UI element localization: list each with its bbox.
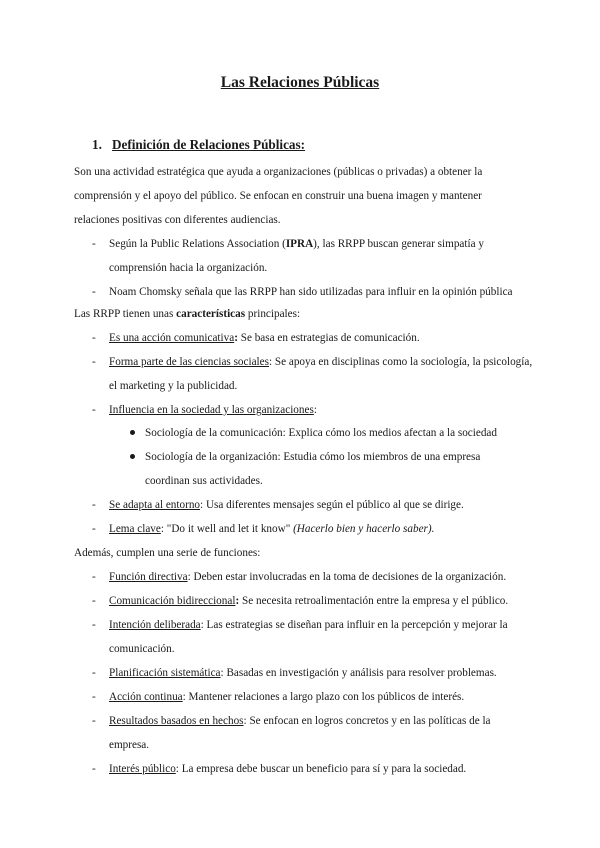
intro-line-2: comprensión y el apoyo del público. Se enfocan en construir una buena imagen y mantener bbox=[74, 190, 482, 202]
char-desc: Se basa en estrategias de comunicación. bbox=[237, 332, 420, 344]
func-desc: Deben estar involucradas en la toma de decisiones de la organización. bbox=[190, 571, 507, 583]
func-term: Interés público bbox=[109, 763, 176, 775]
func-directiva bbox=[109, 570, 506, 584]
dash-marker: - bbox=[92, 763, 96, 775]
func-deliberada bbox=[109, 618, 508, 632]
func-term: Resultados basados en hechos bbox=[109, 715, 244, 727]
func-term: Intención deliberada bbox=[109, 619, 201, 631]
bullet-dot bbox=[130, 454, 135, 459]
func-desc: Basadas en investigación y análisis para resolver problemas. bbox=[223, 667, 497, 679]
dash-marker: - bbox=[92, 332, 96, 344]
func-sep: : bbox=[243, 715, 247, 727]
char-intro-bold: características bbox=[176, 308, 246, 320]
dash-marker: - bbox=[92, 667, 96, 679]
func-desc: Mantener relaciones a largo plazo con los públicos de interés. bbox=[185, 691, 465, 703]
characteristics-intro bbox=[74, 307, 300, 321]
char-influencia bbox=[109, 403, 317, 417]
char-term: Lema clave bbox=[109, 523, 161, 535]
func-sep: : bbox=[182, 691, 186, 703]
char-ciencias bbox=[109, 355, 532, 369]
func-sep: : bbox=[187, 571, 191, 583]
dash-marker: - bbox=[92, 523, 96, 535]
intro-line-1: Son una actividad estratégica que ayuda a organizaciones (públicas o privadas) a obtener la bbox=[74, 166, 483, 178]
func-desc: La empresa debe buscar un beneficio para sí y para la sociedad. bbox=[178, 763, 467, 775]
document-title: Las Relaciones Públicas bbox=[220, 74, 380, 91]
char-term: Forma parte de las ciencias sociales bbox=[109, 356, 269, 368]
dash-marker: - bbox=[92, 619, 96, 631]
ipra-bold: IPRA bbox=[285, 238, 314, 250]
func-interes bbox=[109, 762, 466, 776]
ipra-item bbox=[109, 237, 484, 251]
char-desc: Usa diferentes mensajes según el público al que se dirige. bbox=[203, 499, 464, 511]
char-ciencias-line-2: el marketing y la publicidad. bbox=[109, 380, 238, 392]
dash-marker: - bbox=[92, 404, 96, 416]
section-heading bbox=[92, 137, 305, 153]
sub-comunicacion: Sociología de la comunicación: Explica cómo los medios afectan a la sociedad bbox=[145, 427, 497, 439]
func-sistematica bbox=[109, 666, 497, 680]
char-sep: : bbox=[313, 404, 317, 416]
section-number: 1. bbox=[92, 137, 102, 152]
chomsky-item: Noam Chomsky señala que las RRPP han sido utilizadas para influir en la opinión pública bbox=[109, 286, 513, 298]
section-heading-text: Definición de Relaciones Públicas: bbox=[112, 137, 306, 152]
char-sep: : bbox=[200, 499, 204, 511]
func-continua bbox=[109, 690, 464, 704]
char-sep: : bbox=[268, 356, 273, 368]
dash-marker: - bbox=[92, 715, 96, 727]
char-desc: Se apoya en disciplinas como la sociología, la psicología, bbox=[272, 356, 533, 368]
func-desc: Se necesita retroalimentación entre la empresa y el público. bbox=[239, 595, 509, 607]
dash-marker: - bbox=[92, 595, 96, 607]
functions-intro: Además, cumplen una serie de funciones: bbox=[74, 547, 261, 559]
func-term: Acción continua bbox=[109, 691, 183, 703]
dash-marker: - bbox=[92, 356, 96, 368]
char-sep: : bbox=[234, 332, 238, 344]
func-bidireccional bbox=[109, 594, 508, 608]
char-term: Es una acción comunicativa bbox=[109, 332, 235, 344]
sub-organizacion-line-2: coordinan sus actividades. bbox=[145, 475, 263, 487]
dash-marker: - bbox=[92, 691, 96, 703]
char-term: Influencia en la sociedad y las organizaciones bbox=[109, 404, 314, 416]
char-italic: (Hacerlo bien y hacerlo saber). bbox=[293, 523, 435, 535]
func-term: Planificación sistemática bbox=[109, 667, 221, 679]
func-desc: Las estrategias se diseñan para influir en la percepción y mejorar la bbox=[203, 619, 508, 631]
char-intro-post: principales: bbox=[245, 308, 301, 320]
func-resultados bbox=[109, 714, 491, 728]
sub-organizacion: Sociología de la organización: Estudia cómo los miembros de una empresa bbox=[145, 451, 481, 463]
char-term: Se adapta al entorno bbox=[109, 499, 201, 511]
dash-marker: - bbox=[92, 499, 96, 511]
intro-line-3: relaciones positivas con diferentes audiencias. bbox=[74, 214, 281, 226]
func-sep: : bbox=[220, 667, 224, 679]
ipra-line-2: comprensión hacia la organización. bbox=[109, 262, 268, 274]
func-term: Función directiva bbox=[109, 571, 188, 583]
char-lema bbox=[109, 522, 434, 536]
char-entorno bbox=[109, 498, 464, 512]
func-desc: Se enfocan en logros concretos y en las políticas de la bbox=[246, 715, 491, 727]
ipra-post: ), las RRPP buscan generar simpatía y bbox=[313, 238, 484, 250]
dash-marker: - bbox=[92, 286, 96, 298]
dash-marker: - bbox=[92, 238, 96, 250]
func-sep: : bbox=[235, 595, 240, 607]
func-deliberada-line-2: comunicación. bbox=[109, 643, 175, 655]
char-intro-pre: Las RRPP tienen unas bbox=[74, 308, 177, 320]
func-resultados-line-2: empresa. bbox=[109, 739, 150, 751]
ipra-pre: Según la Public Relations Association ( bbox=[109, 238, 286, 250]
char-comunicativa bbox=[109, 331, 420, 345]
func-sep: : bbox=[175, 763, 179, 775]
char-sep: : bbox=[160, 523, 164, 535]
bullet-dot bbox=[130, 430, 135, 435]
func-term: Comunicación bidireccional bbox=[109, 595, 236, 607]
func-sep: : bbox=[200, 619, 204, 631]
dash-marker: - bbox=[92, 571, 96, 583]
char-desc: "Do it well and let it know" bbox=[163, 523, 294, 535]
